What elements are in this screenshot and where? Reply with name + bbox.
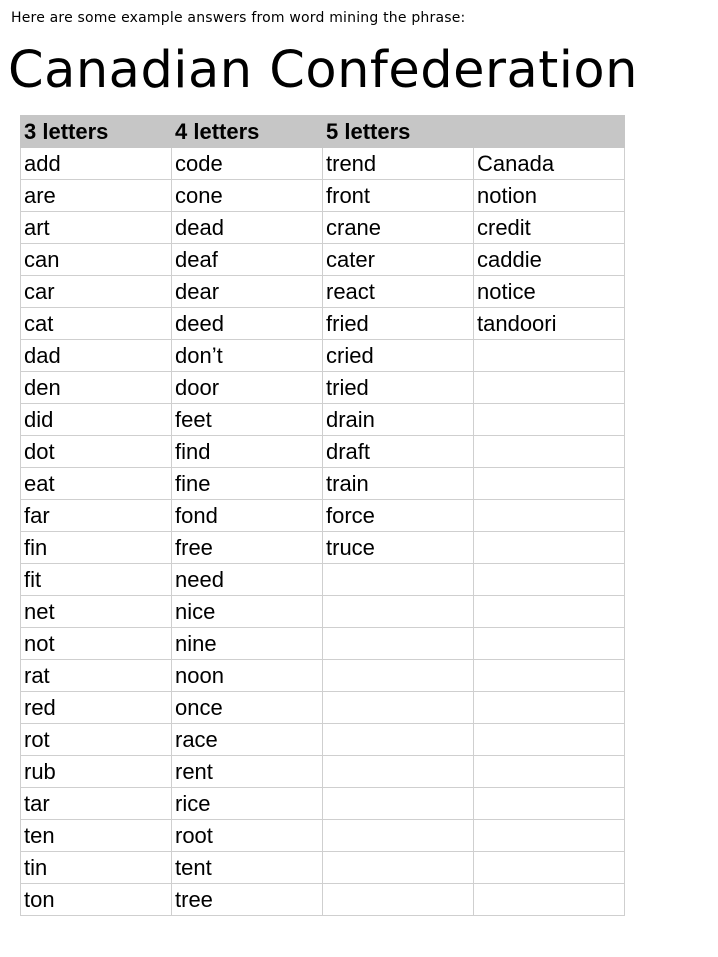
word-cell: fin (21, 532, 172, 564)
word-cell (474, 372, 625, 404)
table-row (21, 468, 625, 500)
word-cell: dad (21, 340, 172, 372)
word-cell: not (21, 628, 172, 660)
word-cell (323, 596, 474, 628)
word-cell: door (172, 372, 323, 404)
word-cell (474, 468, 625, 500)
word-cell (323, 692, 474, 724)
word-cell: ten (21, 820, 172, 852)
word-cell (474, 532, 625, 564)
table-row (21, 532, 625, 564)
column-header: 4 letters (172, 116, 323, 148)
word-cell: notice (474, 276, 625, 308)
table-row (21, 596, 625, 628)
word-cell: tin (21, 852, 172, 884)
table-row (21, 788, 625, 820)
word-cell (474, 884, 625, 916)
word-cell (323, 564, 474, 596)
word-cell (474, 692, 625, 724)
word-cell (474, 628, 625, 660)
word-cell: front (323, 180, 474, 212)
word-cell: fried (323, 308, 474, 340)
column-header: 3 letters (21, 116, 172, 148)
column-header (474, 116, 625, 148)
word-cell: tandoori (474, 308, 625, 340)
word-cell: once (172, 692, 323, 724)
word-cell: credit (474, 212, 625, 244)
word-cell: cone (172, 180, 323, 212)
table-row (21, 724, 625, 756)
word-cell: are (21, 180, 172, 212)
word-cell: free (172, 532, 323, 564)
table-row (21, 180, 625, 212)
word-cell (323, 788, 474, 820)
word-cell (474, 596, 625, 628)
word-cell: crane (323, 212, 474, 244)
word-cell (474, 404, 625, 436)
word-cell: far (21, 500, 172, 532)
table-row (21, 372, 625, 404)
word-cell (474, 500, 625, 532)
word-cell: tried (323, 372, 474, 404)
word-cell (474, 724, 625, 756)
table-row (21, 564, 625, 596)
word-cell: tent (172, 852, 323, 884)
word-cell: net (21, 596, 172, 628)
word-cell: tar (21, 788, 172, 820)
word-cell: rent (172, 756, 323, 788)
word-cell: nine (172, 628, 323, 660)
word-cell: draft (323, 436, 474, 468)
word-cell: cat (21, 308, 172, 340)
header-row (21, 116, 625, 148)
intro-text: Here are some example answers from word mining the phrase: (11, 10, 466, 26)
word-cell: find (172, 436, 323, 468)
table-row (21, 500, 625, 532)
table-row (21, 756, 625, 788)
word-cell: dear (172, 276, 323, 308)
word-cell (474, 564, 625, 596)
word-cell: can (21, 244, 172, 276)
word-cell: dead (172, 212, 323, 244)
word-cell: rice (172, 788, 323, 820)
word-cell: art (21, 212, 172, 244)
word-cell: truce (323, 532, 474, 564)
word-cell: caddie (474, 244, 625, 276)
table-row (21, 820, 625, 852)
word-cell: rub (21, 756, 172, 788)
table-row (21, 436, 625, 468)
word-cell: nice (172, 596, 323, 628)
table-row (21, 404, 625, 436)
word-cell (323, 820, 474, 852)
word-cell: deed (172, 308, 323, 340)
table-row (21, 884, 625, 916)
word-cell: rat (21, 660, 172, 692)
word-cell: need (172, 564, 323, 596)
word-cell: deaf (172, 244, 323, 276)
word-cell: react (323, 276, 474, 308)
table-row (21, 212, 625, 244)
word-cell: eat (21, 468, 172, 500)
word-cell (474, 788, 625, 820)
word-cell: fit (21, 564, 172, 596)
word-cell (323, 724, 474, 756)
word-cell: cater (323, 244, 474, 276)
word-cell: root (172, 820, 323, 852)
word-cell: Canada (474, 148, 625, 180)
word-cell: cried (323, 340, 474, 372)
word-cell: tree (172, 884, 323, 916)
word-cell (474, 660, 625, 692)
word-cell (323, 756, 474, 788)
word-cell: drain (323, 404, 474, 436)
word-cell: rot (21, 724, 172, 756)
table-row (21, 692, 625, 724)
word-cell: feet (172, 404, 323, 436)
word-cell: red (21, 692, 172, 724)
word-cell (323, 660, 474, 692)
word-cell (323, 628, 474, 660)
word-cell: code (172, 148, 323, 180)
word-cell (474, 756, 625, 788)
word-cell: did (21, 404, 172, 436)
table-row (21, 660, 625, 692)
page-title: Canadian Confederation (8, 41, 638, 100)
table-row (21, 244, 625, 276)
word-cell: add (21, 148, 172, 180)
word-cell: noon (172, 660, 323, 692)
table-row (21, 340, 625, 372)
word-cell: force (323, 500, 474, 532)
table-row (21, 276, 625, 308)
word-cell (474, 820, 625, 852)
word-cell (474, 852, 625, 884)
word-cell: fine (172, 468, 323, 500)
word-cell (474, 436, 625, 468)
word-cell: dot (21, 436, 172, 468)
table-row (21, 628, 625, 660)
word-cell: den (21, 372, 172, 404)
word-cell: fond (172, 500, 323, 532)
word-cell: race (172, 724, 323, 756)
word-table (20, 115, 625, 916)
word-cell: don’t (172, 340, 323, 372)
table-row (21, 148, 625, 180)
word-cell: trend (323, 148, 474, 180)
word-cell: notion (474, 180, 625, 212)
table-row (21, 852, 625, 884)
word-cell: train (323, 468, 474, 500)
word-cell (323, 884, 474, 916)
word-cell (474, 340, 625, 372)
table-row (21, 308, 625, 340)
word-cell: ton (21, 884, 172, 916)
word-table-body (21, 148, 625, 916)
word-cell: car (21, 276, 172, 308)
word-cell (323, 852, 474, 884)
column-header: 5 letters (323, 116, 474, 148)
